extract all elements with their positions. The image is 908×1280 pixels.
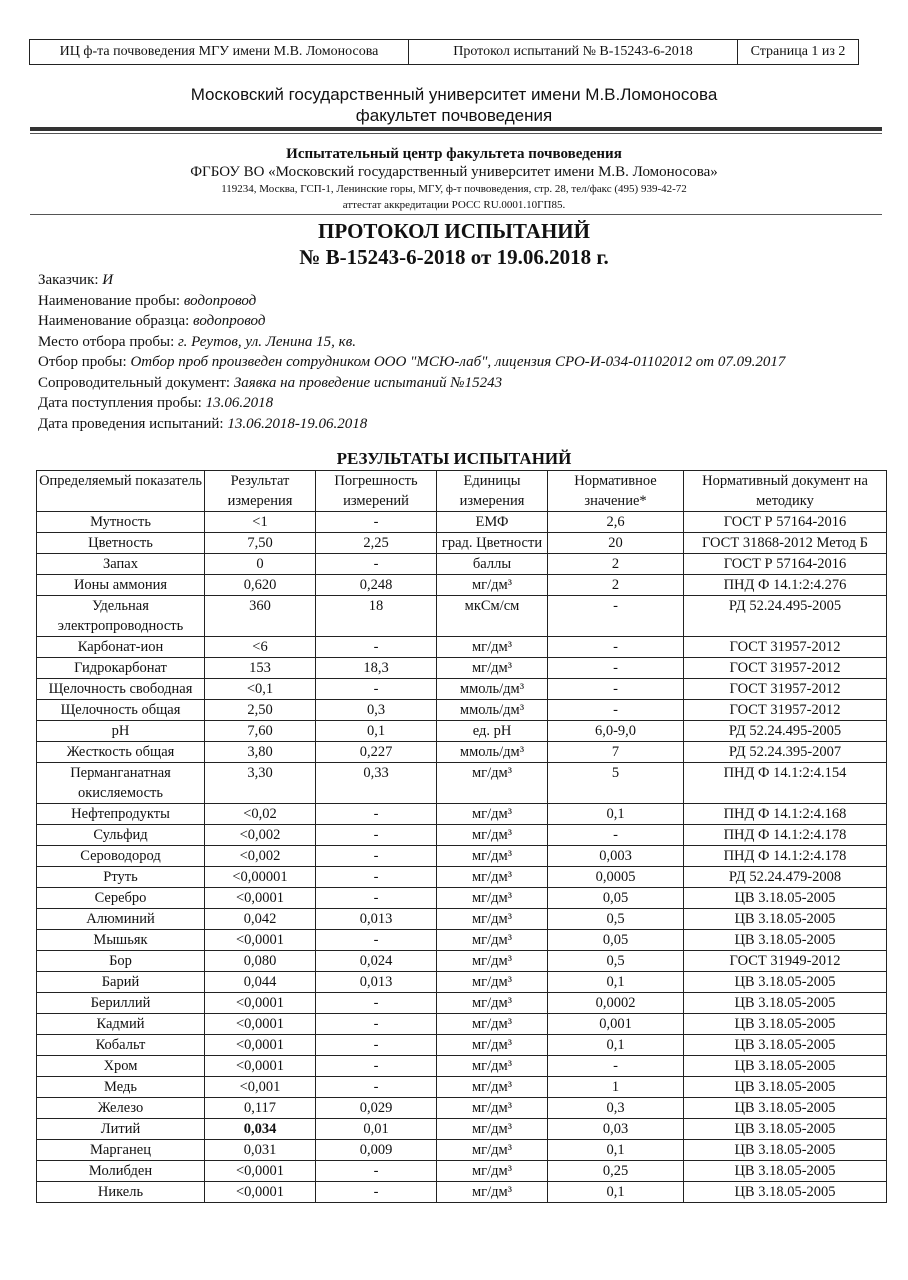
table-cell: 6,0-9,0 bbox=[548, 721, 684, 742]
table-cell: 2 bbox=[548, 575, 684, 596]
table-row bbox=[37, 1035, 887, 1056]
table-cell: Сульфид bbox=[37, 825, 205, 846]
table-cell: 0,1 bbox=[548, 1035, 684, 1056]
table-cell: 0,001 bbox=[548, 1014, 684, 1035]
table-row bbox=[37, 951, 887, 972]
table-cell: мг/дм³ bbox=[437, 825, 548, 846]
table-cell: <0,02 bbox=[205, 804, 316, 825]
table-cell: ммоль/дм³ bbox=[437, 700, 548, 721]
table-cell: <0,0001 bbox=[205, 1161, 316, 1182]
table-cell: 0,227 bbox=[316, 742, 437, 763]
table-row bbox=[37, 637, 887, 658]
table-cell: ГОСТ Р 57164-2016 bbox=[684, 554, 887, 575]
table-cell: РД 52.24.479-2008 bbox=[684, 867, 887, 888]
table-row bbox=[37, 679, 887, 700]
column-header: Нормативное значение* bbox=[548, 471, 684, 512]
table-cell: ЦВ 3.18.05-2005 bbox=[684, 888, 887, 909]
table-cell: ЦВ 3.18.05-2005 bbox=[684, 1077, 887, 1098]
table-cell: 7,60 bbox=[205, 721, 316, 742]
table-cell: ГОСТ 31957-2012 bbox=[684, 700, 887, 721]
table-row bbox=[37, 763, 887, 804]
table-cell: - bbox=[548, 658, 684, 679]
table-row bbox=[37, 512, 887, 533]
table-cell: 0,05 bbox=[548, 888, 684, 909]
header-protocol: Протокол испытаний № В-15243-6-2018 bbox=[408, 39, 738, 65]
table-cell: ЦВ 3.18.05-2005 bbox=[684, 1098, 887, 1119]
table-cell: ПНД Ф 14.1:2:4.178 bbox=[684, 825, 887, 846]
results-title: РЕЗУЛЬТАТЫ ИСПЫТАНИЙ bbox=[336, 449, 572, 468]
table-cell: Ионы аммония bbox=[37, 575, 205, 596]
divider-thin bbox=[30, 133, 882, 134]
table-cell: мг/дм³ bbox=[437, 993, 548, 1014]
meta-label: Наименование образца: bbox=[38, 313, 194, 329]
table-cell: ммоль/дм³ bbox=[437, 742, 548, 763]
table-cell: <0,001 bbox=[205, 1077, 316, 1098]
table-cell: <0,0001 bbox=[205, 888, 316, 909]
table-cell: мг/дм³ bbox=[437, 658, 548, 679]
table-cell: 2,25 bbox=[316, 533, 437, 554]
table-cell: Кобальт bbox=[37, 1035, 205, 1056]
meta-value: Отбор проб произведен сотрудником ООО "МСЮ-лаб", лицензия СРО-И-034-01102012 от 07.09.2017 bbox=[130, 354, 786, 370]
table-cell: ЦВ 3.18.05-2005 bbox=[684, 909, 887, 930]
table-cell: Нефтепродукты bbox=[37, 804, 205, 825]
table-cell: <0,00001 bbox=[205, 867, 316, 888]
table-cell: 0,5 bbox=[548, 909, 684, 930]
meta-line bbox=[38, 393, 798, 414]
table-cell: 0,013 bbox=[316, 972, 437, 993]
table-cell: 2,50 bbox=[205, 700, 316, 721]
table-row bbox=[37, 658, 887, 679]
table-cell: 0,3 bbox=[316, 700, 437, 721]
table-cell: 0,009 bbox=[316, 1140, 437, 1161]
table-cell: - bbox=[548, 700, 684, 721]
meta-label: Дата проведения испытаний: bbox=[38, 415, 228, 432]
table-cell: - bbox=[316, 1182, 437, 1203]
table-cell: Кадмий bbox=[37, 1014, 205, 1035]
table-cell: - bbox=[316, 930, 437, 951]
center-address: 119234, Москва, ГСП-1, Ленинские горы, МГУ, ф-т почвоведения, стр. 28, тел/факс (495) 939-42-72 bbox=[221, 183, 687, 195]
table-cell: - bbox=[316, 554, 437, 575]
table-cell: Цветность bbox=[37, 533, 205, 554]
table-row bbox=[37, 721, 887, 742]
meta-value: И bbox=[102, 272, 114, 288]
table-row bbox=[37, 575, 887, 596]
table-row bbox=[37, 972, 887, 993]
table-cell: - bbox=[316, 888, 437, 909]
table-cell: мг/дм³ bbox=[437, 1140, 548, 1161]
table-cell: мг/дм³ bbox=[437, 1014, 548, 1035]
table-cell: ГОСТ 31949-2012 bbox=[684, 951, 887, 972]
table-cell: - bbox=[316, 679, 437, 700]
table-cell: 0,117 bbox=[205, 1098, 316, 1119]
table-cell: 0,080 bbox=[205, 951, 316, 972]
meta-line bbox=[38, 270, 798, 291]
table-cell: ГОСТ 31957-2012 bbox=[684, 658, 887, 679]
table-row bbox=[37, 804, 887, 825]
meta-label: Отбор пробы: bbox=[38, 354, 131, 370]
table-cell: <0,0001 bbox=[205, 930, 316, 951]
table-body bbox=[37, 512, 887, 1203]
table-cell: Марганец bbox=[37, 1140, 205, 1161]
table-cell: Серебро bbox=[37, 888, 205, 909]
divider-thick bbox=[30, 127, 882, 131]
meta-line bbox=[38, 352, 798, 373]
faculty-name: факультет почвоведения bbox=[355, 106, 553, 125]
table-cell: Щелочность общая bbox=[37, 700, 205, 721]
table-cell: ЦВ 3.18.05-2005 bbox=[684, 930, 887, 951]
table-cell: 7,50 bbox=[205, 533, 316, 554]
table-cell: 0,03 bbox=[548, 1119, 684, 1140]
table-cell: ГОСТ 31957-2012 bbox=[684, 679, 887, 700]
table-cell: <0,0001 bbox=[205, 1056, 316, 1077]
table-cell: Бор bbox=[37, 951, 205, 972]
header-page: Страница 1 из 2 bbox=[737, 39, 859, 65]
table-cell: - bbox=[316, 637, 437, 658]
table-cell: Железо bbox=[37, 1098, 205, 1119]
table-cell: мг/дм³ bbox=[437, 972, 548, 993]
table-cell: мг/дм³ bbox=[437, 804, 548, 825]
table-cell: Перманганатная окисляемость bbox=[37, 763, 205, 804]
table-cell: ЦВ 3.18.05-2005 bbox=[684, 1182, 887, 1203]
table-cell: ГОСТ Р 57164-2016 bbox=[684, 512, 887, 533]
table-cell: мг/дм³ bbox=[437, 951, 548, 972]
table-cell: мг/дм³ bbox=[437, 1098, 548, 1119]
table-cell: <0,002 bbox=[205, 825, 316, 846]
protocol-number: № В-15243-6-2018 от 19.06.2018 г. bbox=[299, 245, 609, 269]
table-cell: 0,05 bbox=[548, 930, 684, 951]
table-cell: РД 52.24.495-2005 bbox=[684, 721, 887, 742]
table-row bbox=[37, 1056, 887, 1077]
table-cell: 0,3 bbox=[548, 1098, 684, 1119]
sample-info bbox=[38, 270, 798, 434]
table-cell: 0,1 bbox=[548, 1140, 684, 1161]
table-cell: 0 bbox=[205, 554, 316, 575]
table-cell: - bbox=[316, 1035, 437, 1056]
table-row bbox=[37, 930, 887, 951]
table-cell: Щелочность свободная bbox=[37, 679, 205, 700]
table-cell: ед. pH bbox=[437, 721, 548, 742]
table-row bbox=[37, 1140, 887, 1161]
table-cell: - bbox=[316, 867, 437, 888]
table-cell: - bbox=[316, 846, 437, 867]
meta-value: 13.06.2018 bbox=[205, 395, 274, 411]
table-cell: мг/дм³ bbox=[437, 867, 548, 888]
table-cell: Мышьяк bbox=[37, 930, 205, 951]
table-cell: Молибден bbox=[37, 1161, 205, 1182]
table-cell: 2 bbox=[548, 554, 684, 575]
table-cell: ЦВ 3.18.05-2005 bbox=[684, 972, 887, 993]
table-cell: - bbox=[548, 637, 684, 658]
meta-value: водопровод bbox=[193, 313, 266, 329]
table-cell: мг/дм³ bbox=[437, 930, 548, 951]
table-cell: ЦВ 3.18.05-2005 bbox=[684, 1119, 887, 1140]
table-cell: 0,013 bbox=[316, 909, 437, 930]
table-cell: - bbox=[316, 804, 437, 825]
table-cell: 360 bbox=[205, 596, 316, 637]
table-cell: 0,029 bbox=[316, 1098, 437, 1119]
table-cell: 0,33 bbox=[316, 763, 437, 804]
table-cell: Никель bbox=[37, 1182, 205, 1203]
protocol-title: ПРОТОКОЛ ИСПЫТАНИЙ bbox=[318, 219, 590, 243]
table-cell: Барий bbox=[37, 972, 205, 993]
table-cell: 3,30 bbox=[205, 763, 316, 804]
table-cell: мг/дм³ bbox=[437, 888, 548, 909]
table-cell: град. Цветности bbox=[437, 533, 548, 554]
table-row bbox=[37, 1014, 887, 1035]
table-cell: 0,620 bbox=[205, 575, 316, 596]
table-row bbox=[37, 533, 887, 554]
table-row bbox=[37, 554, 887, 575]
table-cell: ЦВ 3.18.05-2005 bbox=[684, 1014, 887, 1035]
table-cell: <0,0001 bbox=[205, 1014, 316, 1035]
table-cell: мг/дм³ bbox=[437, 1077, 548, 1098]
table-cell: 0,024 bbox=[316, 951, 437, 972]
table-cell: ЦВ 3.18.05-2005 bbox=[684, 1035, 887, 1056]
table-cell: мг/дм³ bbox=[437, 846, 548, 867]
table-cell: - bbox=[548, 825, 684, 846]
table-cell: 0,248 bbox=[316, 575, 437, 596]
table-row bbox=[37, 1098, 887, 1119]
table-cell: 0,25 bbox=[548, 1161, 684, 1182]
table-cell: 1 bbox=[548, 1077, 684, 1098]
table-cell: ЦВ 3.18.05-2005 bbox=[684, 1140, 887, 1161]
table-cell: Мутность bbox=[37, 512, 205, 533]
table-row bbox=[37, 846, 887, 867]
table-cell: Литий bbox=[37, 1119, 205, 1140]
table-row bbox=[37, 742, 887, 763]
table-cell: - bbox=[316, 1077, 437, 1098]
center-full-name: ФГБОУ ВО «Московский государственный университет имени М.В. Ломоносова» bbox=[190, 164, 718, 180]
center-accreditation: аттестат аккредитации РОСС RU.0001.10ГП85. bbox=[342, 199, 566, 211]
university-name: Московский государственный университет имени М.В.Ломоносова bbox=[190, 85, 718, 104]
table-cell: - bbox=[548, 596, 684, 637]
table-cell: 153 bbox=[205, 658, 316, 679]
table-header-row bbox=[37, 471, 887, 512]
table-cell: - bbox=[316, 1056, 437, 1077]
table-cell: - bbox=[316, 1014, 437, 1035]
table-cell: 0,003 bbox=[548, 846, 684, 867]
column-header: Единицы измерения bbox=[437, 471, 548, 512]
table-cell: мг/дм³ bbox=[437, 1119, 548, 1140]
table-cell: - bbox=[316, 825, 437, 846]
table-cell: 2,6 bbox=[548, 512, 684, 533]
table-cell: 0,1 bbox=[316, 721, 437, 742]
table-cell: 18,3 bbox=[316, 658, 437, 679]
table-cell: ПНД Ф 14.1:2:4.178 bbox=[684, 846, 887, 867]
meta-label: Заказчик: bbox=[38, 272, 103, 288]
table-cell: 5 bbox=[548, 763, 684, 804]
table-cell: 0,1 bbox=[548, 972, 684, 993]
table-cell: 0,1 bbox=[548, 1182, 684, 1203]
results-table bbox=[36, 470, 887, 1203]
table-cell: ГОСТ 31868-2012 Метод Б bbox=[684, 533, 887, 554]
table-cell: Медь bbox=[37, 1077, 205, 1098]
meta-line bbox=[38, 291, 798, 312]
table-cell: мг/дм³ bbox=[437, 1182, 548, 1203]
table-cell: ммоль/дм³ bbox=[437, 679, 548, 700]
column-header: Нормативный документ на методику bbox=[684, 471, 887, 512]
table-cell: 0,01 bbox=[316, 1119, 437, 1140]
table-cell: - bbox=[548, 1056, 684, 1077]
table-cell: РД 52.24.395-2007 bbox=[684, 742, 887, 763]
table-cell: мкСм/см bbox=[437, 596, 548, 637]
meta-label: Сопроводительный документ: bbox=[38, 374, 234, 391]
table-row bbox=[37, 825, 887, 846]
table-row bbox=[37, 888, 887, 909]
table-cell: pH bbox=[37, 721, 205, 742]
table-cell: 0,0005 bbox=[548, 867, 684, 888]
meta-line bbox=[38, 414, 798, 435]
table-cell: мг/дм³ bbox=[437, 575, 548, 596]
table-row bbox=[37, 1077, 887, 1098]
table-cell: мг/дм³ bbox=[437, 1035, 548, 1056]
table-cell: Жесткость общая bbox=[37, 742, 205, 763]
table-row bbox=[37, 596, 887, 637]
table-cell: РД 52.24.495-2005 bbox=[684, 596, 887, 637]
table-cell: ЦВ 3.18.05-2005 bbox=[684, 993, 887, 1014]
table-cell: 0,0002 bbox=[548, 993, 684, 1014]
table-cell: мг/дм³ bbox=[437, 637, 548, 658]
column-header: Определяемый показатель bbox=[37, 471, 205, 512]
meta-label: Наименование пробы: bbox=[38, 292, 184, 309]
table-cell: <0,1 bbox=[205, 679, 316, 700]
table-cell: 0,044 bbox=[205, 972, 316, 993]
university-block bbox=[0, 84, 908, 126]
table-cell: - bbox=[316, 1161, 437, 1182]
table-cell: Карбонат-ион bbox=[37, 637, 205, 658]
table-cell: 0,034 bbox=[205, 1119, 316, 1140]
table-cell: <0,0001 bbox=[205, 993, 316, 1014]
table-row bbox=[37, 909, 887, 930]
table-cell: Запах bbox=[37, 554, 205, 575]
table-cell: ГОСТ 31957-2012 bbox=[684, 637, 887, 658]
table-cell: 0,5 bbox=[548, 951, 684, 972]
table-cell: 0,1 bbox=[548, 804, 684, 825]
meta-value: 13.06.2018-19.06.2018 bbox=[227, 415, 368, 432]
table-cell: 3,80 bbox=[205, 742, 316, 763]
table-cell: ПНД Ф 14.1:2:4.168 bbox=[684, 804, 887, 825]
meta-line bbox=[38, 332, 798, 353]
table-cell: 18 bbox=[316, 596, 437, 637]
table-cell: баллы bbox=[437, 554, 548, 575]
table-cell: ЦВ 3.18.05-2005 bbox=[684, 1161, 887, 1182]
table-cell: <1 bbox=[205, 512, 316, 533]
divider-center bbox=[30, 214, 882, 215]
table-cell: <0,0001 bbox=[205, 1182, 316, 1203]
table-cell: 20 bbox=[548, 533, 684, 554]
table-row bbox=[37, 1119, 887, 1140]
table-cell: - bbox=[548, 679, 684, 700]
table-cell: Алюминий bbox=[37, 909, 205, 930]
table-cell: 7 bbox=[548, 742, 684, 763]
header-org: ИЦ ф-та почвоведения МГУ имени М.В. Ломоносова bbox=[29, 39, 409, 65]
table-cell: мг/дм³ bbox=[437, 1161, 548, 1182]
column-header: Погрешность измерений bbox=[316, 471, 437, 512]
meta-label: Дата поступления пробы: bbox=[38, 395, 206, 411]
table-cell: Ртуть bbox=[37, 867, 205, 888]
page-header bbox=[30, 39, 860, 65]
meta-line bbox=[38, 311, 798, 332]
table-cell: Хром bbox=[37, 1056, 205, 1077]
table-row bbox=[37, 1182, 887, 1203]
table-cell: Гидрокарбонат bbox=[37, 658, 205, 679]
table-cell: - bbox=[316, 512, 437, 533]
table-cell: мг/дм³ bbox=[437, 763, 548, 804]
meta-value: г. Реутов, ул. Ленина 15, кв. bbox=[178, 333, 356, 350]
table-cell: мг/дм³ bbox=[437, 1056, 548, 1077]
table-cell: Бериллий bbox=[37, 993, 205, 1014]
meta-line bbox=[38, 373, 798, 394]
meta-value: Заявка на проведение испытаний №15243 bbox=[233, 374, 503, 391]
table-cell: <0,002 bbox=[205, 846, 316, 867]
table-row bbox=[37, 867, 887, 888]
table-cell: <6 bbox=[205, 637, 316, 658]
center-title: Испытательный центр факультета почвоведения bbox=[286, 146, 622, 162]
table-cell: ПНД Ф 14.1:2:4.276 bbox=[684, 575, 887, 596]
table-cell: Удельная электропроводность bbox=[37, 596, 205, 637]
table-cell: ЦВ 3.18.05-2005 bbox=[684, 1056, 887, 1077]
table-cell: 0,031 bbox=[205, 1140, 316, 1161]
table-cell: ЕМФ bbox=[437, 512, 548, 533]
table-row bbox=[37, 993, 887, 1014]
table-cell: - bbox=[316, 993, 437, 1014]
meta-label: Место отбора пробы: bbox=[38, 333, 178, 350]
table-cell: Сероводород bbox=[37, 846, 205, 867]
table-cell: ПНД Ф 14.1:2:4.154 bbox=[684, 763, 887, 804]
table-row bbox=[37, 700, 887, 721]
table-row bbox=[37, 1161, 887, 1182]
table-cell: <0,0001 bbox=[205, 1035, 316, 1056]
column-header: Результат измерения bbox=[205, 471, 316, 512]
meta-value: водопровод bbox=[183, 292, 257, 309]
table-cell: 0,042 bbox=[205, 909, 316, 930]
table-cell: мг/дм³ bbox=[437, 909, 548, 930]
